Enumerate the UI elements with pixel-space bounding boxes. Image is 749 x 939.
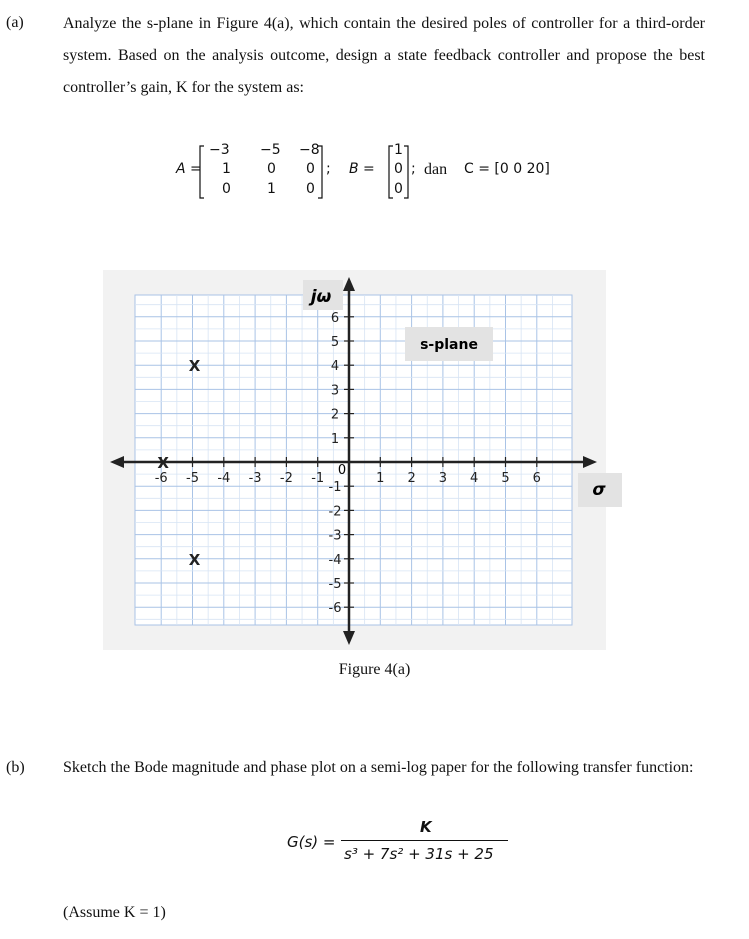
fraction-bar: [341, 840, 508, 841]
grid-area: [135, 295, 572, 625]
matrix-a-cell: 0: [306, 161, 315, 177]
matrix-a-name: A =: [176, 161, 202, 177]
matrix-b-cell: 0: [394, 181, 403, 197]
dan-word: dan: [424, 161, 448, 178]
separator: ;: [326, 161, 331, 177]
y-tick-label: -1: [328, 480, 342, 496]
x-tick-label: 1: [376, 471, 385, 486]
matrix-a-cell: −8: [299, 142, 320, 158]
y-tick-label: -6: [328, 601, 342, 617]
assume-note: (Assume K = 1): [63, 904, 166, 921]
transfer-function-denominator: s³ + 7s² + 31s + 25: [344, 845, 494, 863]
plane-label: s-plane: [420, 337, 478, 353]
pole-marker: X: [188, 357, 201, 376]
y-tick-label: 5: [330, 335, 340, 350]
matrix-a-cell: 0: [306, 181, 315, 197]
figure-caption: Figure 4(a): [338, 661, 411, 678]
separator: ;: [411, 161, 416, 177]
pole-marker: X: [188, 550, 201, 569]
matrix-b-name: B =: [349, 161, 375, 177]
matrix-b-brackets: [0, 143, 749, 203]
matrix-a-cell: 1: [222, 161, 231, 177]
matrix-c: C = [0 0 20]: [464, 161, 550, 177]
y-tick-label: 1: [330, 431, 340, 447]
transfer-function-lhs: G(s) =: [287, 833, 336, 851]
x-tick-label: -2: [279, 471, 293, 486]
x-tick-label: -1: [311, 471, 325, 486]
y-axis-label: jω: [310, 287, 332, 307]
y-tick-label: 3: [330, 383, 340, 399]
y-tick-label: -5: [328, 577, 342, 592]
s-plane-figure: [0, 265, 749, 665]
part-a-question: Analyze the s-plane in Figure 4(a), which contain the desired poles of controller for a third-order system. Based on the analysis outcome, design a state feedback controller and propose the best controller’s gain, K for the system as:: [63, 15, 705, 96]
x-tick-label: -5: [186, 471, 199, 486]
x-axis-label: σ: [592, 480, 606, 500]
matrix-a-cell: −5: [260, 142, 281, 158]
matrix-b-cell: 1: [394, 142, 403, 158]
y-tick-label: 2: [330, 407, 340, 423]
matrix-a-cell: 0: [267, 161, 276, 177]
matrix-a-cell: 0: [222, 181, 231, 197]
matrix-a-cell: 1: [267, 181, 276, 197]
x-tick-label: -4: [217, 471, 231, 486]
y-tick-label: -2: [328, 504, 342, 520]
x-tick-label: 2: [407, 471, 416, 486]
pole-marker: X: [157, 454, 169, 472]
matrix-b-cell: 0: [394, 161, 403, 177]
matrix-a-cell: −3: [209, 142, 230, 158]
part-b-question: Sketch the Bode magnitude and phase plot on a semi-log paper for the following transfer function:: [63, 759, 694, 776]
x-tick-label: -6: [154, 471, 168, 486]
x-tick-label: 4: [470, 471, 479, 486]
y-tick-label: 6: [330, 310, 340, 326]
origin-label: 0: [337, 463, 347, 478]
x-tick-label: 6: [532, 471, 541, 486]
x-tick-label: 5: [501, 471, 510, 486]
part-a-label: (a): [6, 14, 24, 31]
part-b-label: (b): [6, 759, 25, 776]
y-tick-label: 4: [330, 359, 340, 375]
transfer-function-numerator: K: [420, 818, 432, 836]
y-tick-label: -3: [328, 528, 342, 544]
x-tick-label: 3: [438, 471, 448, 486]
y-tick-label: -4: [328, 552, 342, 568]
x-tick-label: -3: [248, 471, 262, 486]
